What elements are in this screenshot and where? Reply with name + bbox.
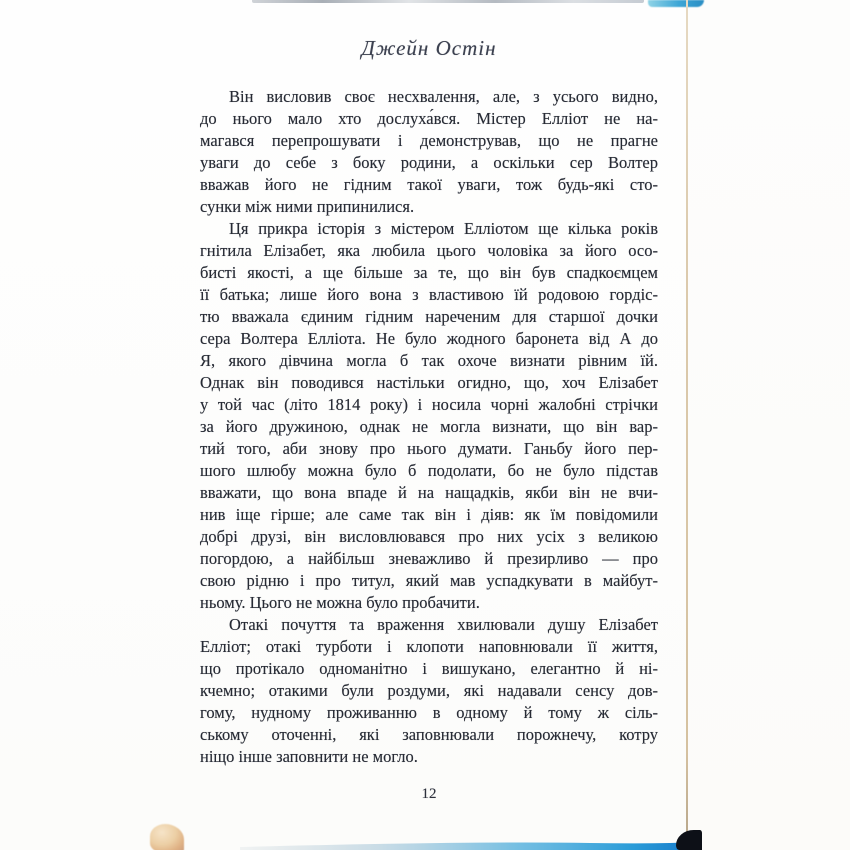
text-line: гому, нудному проживанню в одному й тому ж сіль- (200, 703, 658, 722)
text-line: Я, якого дівчина могла б так охоче визнати рівним їй. (200, 351, 658, 370)
text-line: Отакі почуття та враження хвилювали душу Елізабет (229, 615, 658, 634)
text-line: вважав його не гідним такої уваги, тож будь-які сто- (200, 175, 658, 194)
text-line: сера Волтера Елліота. Не було жодного баронета від А до (200, 329, 658, 348)
text-line: шого шлюбу можна було б подолати, бо не було підстав (200, 461, 658, 480)
text-line: ському оточенні, які заповнювали порожнечу, котру (200, 725, 658, 744)
text-line: сунки між ними припинилися. (200, 197, 415, 216)
page-number: 12 (421, 786, 437, 802)
running-header-author: Джейн Остін (361, 36, 497, 60)
paragraph (200, 614, 658, 768)
text-line: добрі друзі, він висловлювався про них усіх з великою (200, 527, 658, 546)
text-line: до нього мало хто дослуха́вся. Містер Елліот не на- (200, 109, 658, 128)
text-line: кчемно; отакими були роздуми, які надавали сенсу дов- (200, 681, 658, 700)
top-shadow-sliver (252, 0, 644, 3)
text-line: свою рідню і про титул, який мав успадкувати в майбут- (200, 571, 658, 590)
paragraph (200, 86, 658, 218)
text-line: нив іще гірше; але саме так він і діяв: як їм повідомили (200, 505, 658, 524)
finger-tip (150, 824, 184, 850)
text-line: Елліот; отакі турботи і клопоти наповнювали її життя, (200, 637, 658, 656)
text-line: Ця прикра історія з містером Елліотом ще кілька років (229, 219, 658, 238)
text-line: ньому. Цього не можна було пробачити. (200, 593, 480, 612)
text-line: тю вважала єдиним гідним нареченим для старшої дочки (200, 307, 658, 326)
cover-arc-svg (240, 834, 702, 850)
body-text (200, 86, 658, 768)
text-line: ніщо інше заповнити не могло. (200, 747, 418, 766)
page-edge-line (686, 0, 688, 836)
text-line: що протікало одноманітно і вишукано, елегантно й ні- (200, 659, 658, 678)
text-line: уваги до себе з боку родини, а оскільки сер Волтер (200, 153, 658, 172)
text-line: вважати, що вона впаде й на нащадків, якби він не вчи- (200, 483, 658, 502)
paragraph (200, 218, 658, 614)
text-line: гнітила Елізабет, яка любила цього чоловіка за його осо- (200, 241, 658, 260)
text-line: бисті якості, а ще більше за те, що він був спадкоємцем (200, 263, 658, 282)
text-line: Однак він поводився настільки огидно, що, хоч Елізабет (200, 373, 658, 392)
book-cover-edge-bottom (240, 834, 702, 850)
book-cover-edge-top (648, 0, 704, 7)
text-line: погордою, а найбільш зневажливо й презирливо — про (200, 549, 658, 568)
adjacent-page-area (688, 0, 850, 850)
text-line: її батька; лише його вона з властивою їй родовою гордіс- (200, 285, 658, 304)
text-line: Він висловив своє несхвалення, але, з усього видно, (229, 87, 658, 106)
text-line: магався перепрошувати і демонстрував, що не прагне (200, 131, 658, 150)
text-line: у той час (літо 1814 року) і носила чорні жалобні стрічки (200, 395, 658, 414)
text-line: за його дружиною, однак не могла визнати, що він вар- (200, 417, 658, 436)
page-corner-shadow (676, 830, 702, 850)
text-line: тий того, аби знову про нього думати. Ганьбу його пер- (200, 439, 658, 458)
